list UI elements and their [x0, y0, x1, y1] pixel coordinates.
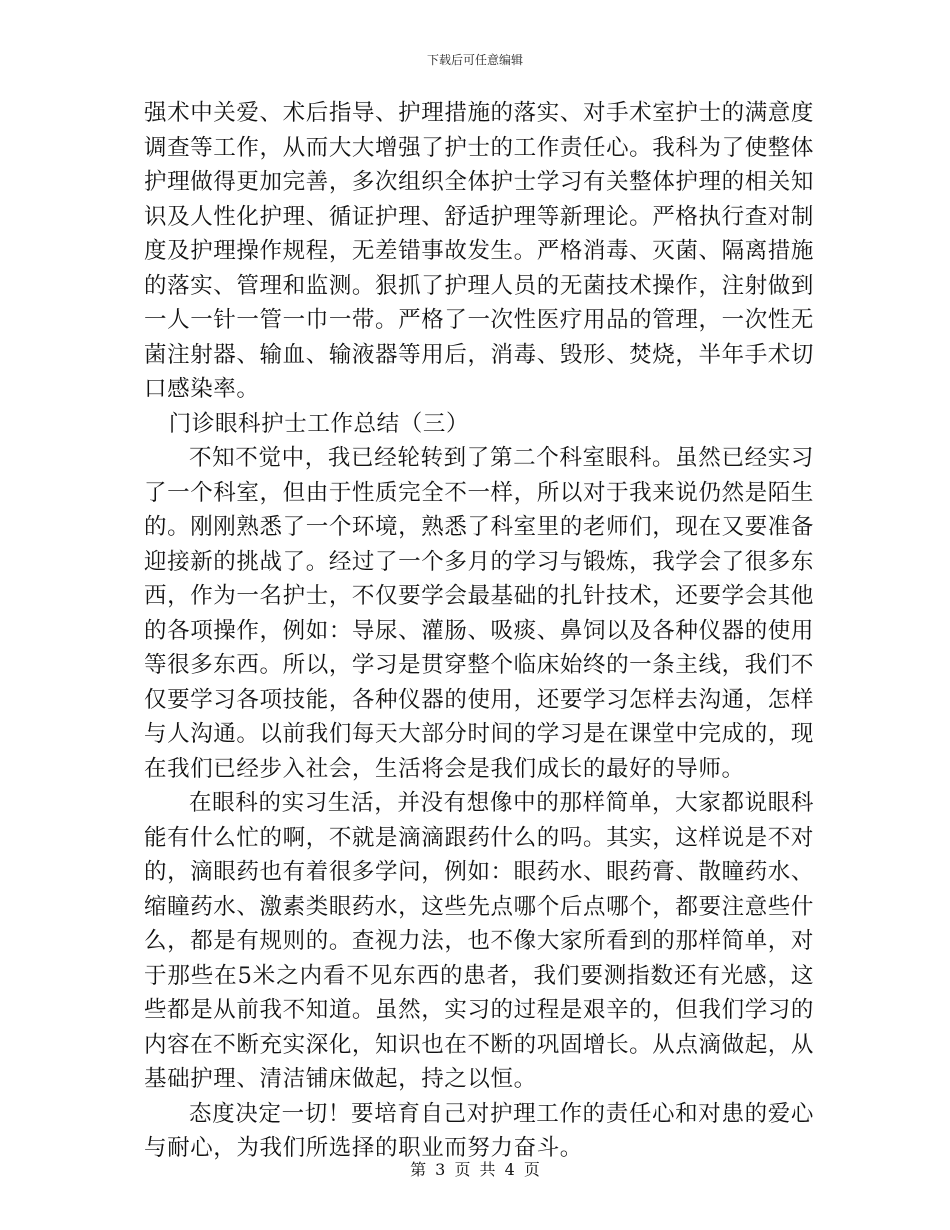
paragraph-continuation: 强术中关爱、术后指导、护理措施的落实、对手术室护士的满意度调查等工作，从而大大增强了护士的工作责任心。我科为了使整体护理做得更加完善，多次组织全体护士学习有关整体护理的相关知识及人性化护理、循证护理、舒适护理等新理论。严格执行查对制度及护理操作规程，无差错事故发生。严格消毒、灭菌、隔离措施的落实、管理和监测。狠抓了护理人员的无菌技术操作，注射做到一人一针一管一巾一带。严格了一次性医疗用品的管理，一次性无菌注射器、输血、输液器等用后，消毒、毁形、焚烧，半年手术切口感染率。	[144, 100, 814, 402]
document-body	[144, 96, 814, 1166]
paragraph-eye-department-rotation: 不知不觉中，我已经轮转到了第二个科室眼科。虽然已经实习了一个科室，但由于性质完全不一样，所以对于我来说仍然是陌生的。刚刚熟悉了一个环境，熟悉了科室里的老师们，现在又要准备迎接新的挑战了。经过了一个多月的学习与锻炼，我学会了很多东西，作为一名护士，不仅要学会最基础的扎针技术，还要学会其他的各项操作，例如：导尿、灌肠、吸痰、鼻饲以及各种仪器的使用等很多东西。所以，学习是贯穿整个临床始终的一条主线，我们不仅要学习各项技能，各种仪器的使用，还要学习怎样去沟通，怎样与人沟通。以前我们每天大部分时间的学习是在课堂中完成的，现在我们已经步入社会，生活将会是我们成长的最好的导师。	[144, 445, 814, 782]
section-heading: 门诊眼科护士工作总结（三）	[168, 410, 470, 437]
paragraph-eye-department-practice: 在眼科的实习生活，并没有想像中的那样简单，大家都说眼科能有什么忙的啊，不就是滴滴跟药什么的吗。其实，这样说是不对的，滴眼药也有着很多学问，例如：眼药水、眼药膏、散瞳药水、缩瞳药水、激素类眼药水，这些先点哪个后点哪个，都要注意些什么，都是有规则的。查视力法，也不像大家所看到的那样简单，对于那些在5米之内看不见东西的患者，我们要测指数还有光感，这些都是从前我不知道。虽然，实习的过程是艰辛的，但我们学习的内容在不断充实深化，知识也在不断的巩固增长。从点滴做起，从基础护理、清洁铺床做起，持之以恒。	[144, 790, 814, 1092]
page-footer: 第 3 页 共 4 页	[410, 1160, 540, 1179]
page-header: 下载后可任意编辑	[426, 53, 523, 67]
paragraph-attitude: 态度决定一切！要培育自己对护理工作的责任心和对患的爱心与耐心，为我们所选择的职业而努力奋斗。	[144, 1100, 814, 1161]
